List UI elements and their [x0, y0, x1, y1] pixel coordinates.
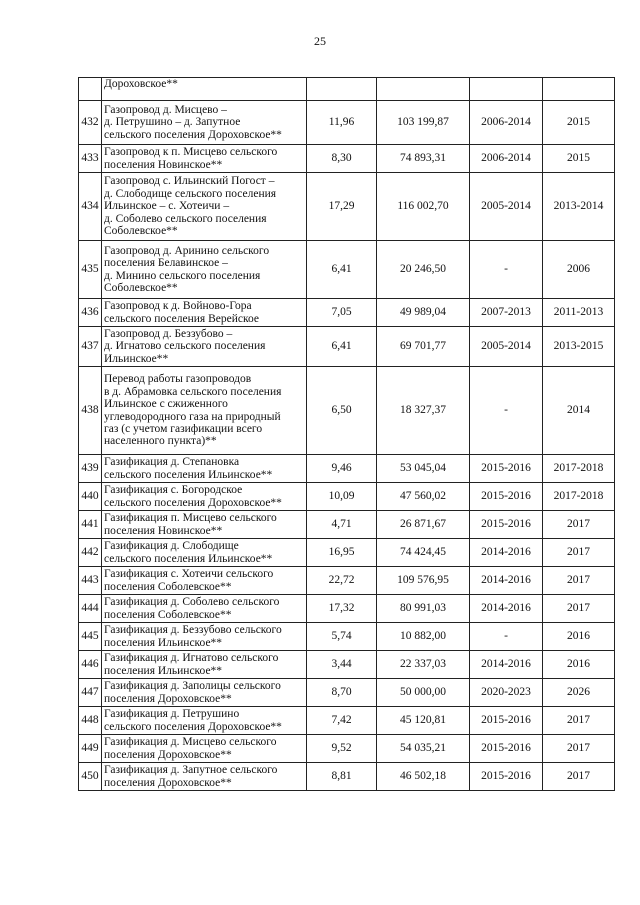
cell-name-line: населенного пункта)**: [104, 435, 217, 448]
cell-plan: [543, 78, 615, 101]
cell-plan: 2017: [543, 763, 615, 791]
cell-number: 434: [79, 173, 102, 241]
table-row: [79, 327, 615, 367]
cell-name-line: поселения Дороховское**: [104, 692, 232, 705]
cell-years: 2014-2016: [470, 651, 543, 679]
cell-years: -: [470, 367, 543, 455]
cell-number: 450: [79, 763, 102, 791]
cell-name-line: в д. Абрамовка сельского поселения: [104, 385, 282, 398]
cell-name-line: Газопровод с. Ильинский Погост –: [104, 175, 275, 188]
cell-name: [102, 567, 307, 595]
cell-cost: 50 000,00: [377, 679, 470, 707]
cell-name: [102, 595, 307, 623]
cell-name: [102, 101, 307, 145]
cell-plan: 2015: [543, 145, 615, 173]
table-row: [79, 763, 615, 791]
table-row: [79, 299, 615, 327]
table-row: [79, 455, 615, 483]
table-row: [79, 101, 615, 145]
table-row: [79, 145, 615, 173]
cell-name: [102, 735, 307, 763]
table-row: [79, 539, 615, 567]
cell-plan: 2006: [543, 241, 615, 299]
cell-name: [102, 539, 307, 567]
cell-length: 5,74: [307, 623, 377, 651]
cell-name: [102, 241, 307, 299]
cell-plan: 2013-2015: [543, 327, 615, 367]
cell-name-line: поселения Новинское**: [104, 158, 223, 171]
cell-name-line: газ (с учетом газификации всего: [104, 422, 263, 435]
cell-name-line: сельского поселения Дороховское**: [104, 720, 282, 733]
cell-length: 7,05: [307, 299, 377, 327]
cell-name-line: сельского поселения Дороховское**: [104, 128, 282, 141]
table-row: [79, 679, 615, 707]
cell-name-line: Газопровод к п. Мисцево сельского: [104, 146, 278, 159]
cell-plan: 2014: [543, 367, 615, 455]
cell-years: 2020-2023: [470, 679, 543, 707]
cell-length: 7,42: [307, 707, 377, 735]
cell-plan: 2026: [543, 679, 615, 707]
cell-cost: 53 045,04: [377, 455, 470, 483]
cell-number: 443: [79, 567, 102, 595]
cell-name-line: Газификация д. Игнатово сельского: [104, 652, 279, 665]
cell-name-line: поселения Ильинское**: [104, 636, 223, 649]
cell-plan: 2017: [543, 595, 615, 623]
projects-table: [78, 77, 615, 791]
cell-cost: 49 989,04: [377, 299, 470, 327]
cell-name-line: д. Петрушино – д. Запутное: [104, 116, 241, 129]
cell-name-line: поселения Ильинское**: [104, 664, 223, 677]
cell-name-line: поселения Белавинское –: [104, 257, 228, 270]
cell-years: 2014-2016: [470, 595, 543, 623]
cell-years: 2005-2014: [470, 173, 543, 241]
cell-name: [102, 707, 307, 735]
cell-number: 445: [79, 623, 102, 651]
cell-cost: 47 560,02: [377, 483, 470, 511]
cell-years: 2007-2013: [470, 299, 543, 327]
table-row: [79, 707, 615, 735]
cell-plan: 2017-2018: [543, 455, 615, 483]
cell-length: 17,32: [307, 595, 377, 623]
cell-name-line: Газификация д. Слободище: [104, 540, 239, 553]
cell-name-line: Газификация д. Соболево сельского: [104, 596, 280, 609]
cell-plan: 2013-2014: [543, 173, 615, 241]
cell-length: 6,41: [307, 241, 377, 299]
cell-name-line: сельского поселения Дороховское**: [104, 496, 282, 509]
cell-name-line: поселения Дороховское**: [104, 748, 232, 761]
cell-length: 9,52: [307, 735, 377, 763]
cell-name-line: Газификация д. Петрушино: [104, 708, 240, 721]
cell-cost: 109 576,95: [377, 567, 470, 595]
cell-name-line: Газопровод д. Аринино сельского: [104, 244, 270, 257]
cell-name: [102, 763, 307, 791]
cell-years: 2015-2016: [470, 707, 543, 735]
cell-name-line: д. Минино сельского поселения: [104, 269, 261, 282]
cell-number: 437: [79, 327, 102, 367]
cell-plan: 2017: [543, 511, 615, 539]
cell-name-line: Ильинское – с. Хотеичи –: [104, 200, 230, 213]
cell-number: 447: [79, 679, 102, 707]
cell-name-line: Газификация д. Степановка: [104, 456, 240, 469]
cell-name-line: поселения Дороховское**: [104, 776, 232, 789]
cell-name-line: Дороховское**: [104, 78, 178, 90]
cell-name-line: Газификация д. Запутное сельского: [104, 764, 278, 777]
cell-name: [102, 78, 307, 101]
cell-cost: [377, 78, 470, 101]
cell-name-line: поселения Соболевское**: [104, 608, 232, 621]
cell-name-line: углеводородного газа на природный: [104, 410, 281, 423]
cell-number: 435: [79, 241, 102, 299]
cell-name-line: д. Игнатово сельского поселения: [104, 340, 266, 353]
cell-cost: 69 701,77: [377, 327, 470, 367]
cell-name-line: Ильинское с сжиженного: [104, 398, 228, 411]
cell-name: [102, 651, 307, 679]
cell-length: 17,29: [307, 173, 377, 241]
cell-plan: 2011-2013: [543, 299, 615, 327]
cell-cost: 74 893,31: [377, 145, 470, 173]
table-row: [79, 241, 615, 299]
cell-cost: 10 882,00: [377, 623, 470, 651]
cell-name: [102, 367, 307, 455]
cell-plan: 2017: [543, 707, 615, 735]
cell-length: [307, 78, 377, 101]
cell-years: -: [470, 241, 543, 299]
cell-plan: 2017-2018: [543, 483, 615, 511]
cell-name-line: Газификация с. Хотеичи сельского: [104, 568, 274, 581]
cell-name: [102, 623, 307, 651]
cell-name-line: Газификация д. Мисцево сельского: [104, 736, 277, 749]
cell-cost: 46 502,18: [377, 763, 470, 791]
cell-number: 448: [79, 707, 102, 735]
cell-years: 2015-2016: [470, 455, 543, 483]
cell-number: [79, 78, 102, 101]
cell-name-line: сельского поселения Ильинское**: [104, 468, 273, 481]
cell-length: 4,71: [307, 511, 377, 539]
cell-length: 6,50: [307, 367, 377, 455]
cell-years: -: [470, 623, 543, 651]
table-row: [79, 651, 615, 679]
cell-years: 2015-2016: [470, 483, 543, 511]
cell-plan: 2017: [543, 735, 615, 763]
cell-plan: 2017: [543, 567, 615, 595]
cell-name: [102, 511, 307, 539]
cell-length: 6,41: [307, 327, 377, 367]
table-row: [79, 735, 615, 763]
table-row: [79, 623, 615, 651]
cell-name-line: поселения Новинское**: [104, 524, 223, 537]
cell-name: [102, 455, 307, 483]
table-row: [79, 173, 615, 241]
cell-plan: 2016: [543, 623, 615, 651]
cell-name: [102, 299, 307, 327]
cell-plan: 2016: [543, 651, 615, 679]
cell-number: 432: [79, 101, 102, 145]
cell-number: 436: [79, 299, 102, 327]
cell-cost: 80 991,03: [377, 595, 470, 623]
cell-name-line: Соболевское**: [104, 281, 178, 294]
cell-name-line: Соболевское**: [104, 225, 178, 238]
cell-cost: 22 337,03: [377, 651, 470, 679]
cell-name-line: Газопровод д. Мисцево –: [104, 103, 227, 116]
cell-length: 8,30: [307, 145, 377, 173]
cell-length: 16,95: [307, 539, 377, 567]
cell-length: 8,81: [307, 763, 377, 791]
cell-years: 2015-2016: [470, 735, 543, 763]
cell-name-line: д. Соболево сельского поселения: [104, 212, 267, 225]
cell-cost: 18 327,37: [377, 367, 470, 455]
cell-name-line: Газопровод д. Беззубово –: [104, 327, 233, 340]
cell-length: 9,46: [307, 455, 377, 483]
cell-number: 440: [79, 483, 102, 511]
cell-number: 439: [79, 455, 102, 483]
table-row: [79, 483, 615, 511]
cell-name-line: поселения Соболевское**: [104, 580, 232, 593]
cell-length: 11,96: [307, 101, 377, 145]
cell-length: 10,09: [307, 483, 377, 511]
table-row: [79, 595, 615, 623]
cell-name: [102, 145, 307, 173]
cell-number: 438: [79, 367, 102, 455]
cell-length: 22,72: [307, 567, 377, 595]
projects-table-body: [79, 78, 615, 791]
cell-years: 2006-2014: [470, 145, 543, 173]
cell-number: 446: [79, 651, 102, 679]
table-row: [79, 567, 615, 595]
cell-cost: 20 246,50: [377, 241, 470, 299]
table-row: [79, 367, 615, 455]
cell-name-line: Перевод работы газопроводов: [104, 373, 252, 386]
cell-name: [102, 483, 307, 511]
cell-plan: 2017: [543, 539, 615, 567]
cell-cost: 45 120,81: [377, 707, 470, 735]
cell-name-line: Газопровод к д. Войново-Гора: [104, 300, 252, 313]
cell-years: 2014-2016: [470, 539, 543, 567]
cell-number: 433: [79, 145, 102, 173]
cell-name-line: Газификация с. Богородское: [104, 484, 243, 497]
cell-number: 441: [79, 511, 102, 539]
cell-years: 2015-2016: [470, 763, 543, 791]
cell-cost: 26 871,67: [377, 511, 470, 539]
cell-name: [102, 327, 307, 367]
cell-name: [102, 173, 307, 241]
cell-cost: 74 424,45: [377, 539, 470, 567]
cell-name-line: Газификация д. Заполицы сельского: [104, 680, 281, 693]
cell-length: 8,70: [307, 679, 377, 707]
cell-name: [102, 679, 307, 707]
cell-name-line: сельского поселения Ильинское**: [104, 552, 273, 565]
cell-cost: 116 002,70: [377, 173, 470, 241]
cell-years: 2006-2014: [470, 101, 543, 145]
cell-name-line: Ильинское**: [104, 352, 169, 365]
cell-cost: 54 035,21: [377, 735, 470, 763]
cell-cost: 103 199,87: [377, 101, 470, 145]
cell-years: [470, 78, 543, 101]
cell-number: 449: [79, 735, 102, 763]
cell-number: 442: [79, 539, 102, 567]
continuation-row: [79, 78, 615, 101]
page-number: 25: [314, 34, 326, 48]
cell-length: 3,44: [307, 651, 377, 679]
cell-plan: 2015: [543, 101, 615, 145]
cell-name-line: Газификация п. Мисцево сельского: [104, 512, 277, 525]
cell-years: 2015-2016: [470, 511, 543, 539]
cell-years: 2014-2016: [470, 567, 543, 595]
table-row: [79, 511, 615, 539]
cell-name-line: Газификация д. Беззубово сельского: [104, 624, 282, 637]
cell-years: 2005-2014: [470, 327, 543, 367]
cell-name-line: д. Слободище сельского поселения: [104, 187, 277, 200]
cell-number: 444: [79, 595, 102, 623]
cell-name-line: сельского поселения Верейское: [104, 312, 259, 325]
